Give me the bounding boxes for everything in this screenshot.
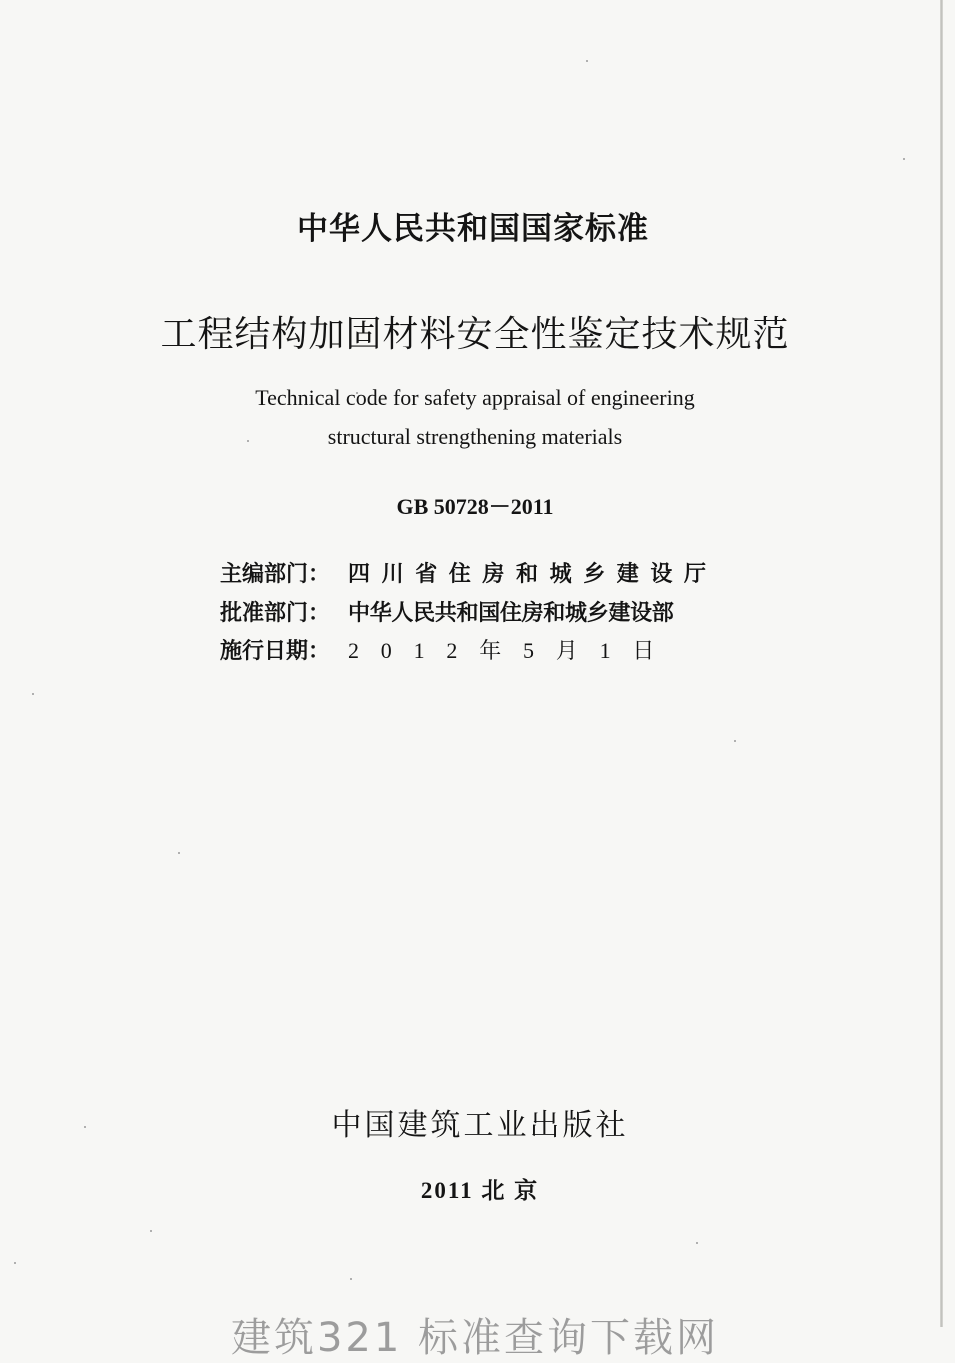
standard-code: GB 50728－2011	[396, 494, 554, 519]
scan-speck	[350, 1278, 352, 1280]
scan-speck	[734, 740, 736, 742]
scan-speck	[32, 693, 34, 695]
effective-date-value: 2012年5月1日	[348, 638, 677, 663]
publication-year-city: 2011 北 京	[420, 1178, 540, 1203]
editor-label: 主编部门：	[220, 562, 331, 587]
scan-speck	[586, 60, 588, 62]
approver-label: 批准部门：	[220, 601, 331, 626]
editor-value: 四川省住房和城乡建设厅	[348, 562, 718, 587]
scan-speck	[150, 1230, 152, 1232]
approver-value: 中华人民共和国住房和城乡建设部	[348, 601, 674, 626]
document-title-english-line-2: structural strengthening materials	[327, 424, 623, 449]
document-title-english-line-1: Technical code for safety appraisal of engineering	[255, 385, 695, 410]
standard-type-heading: 中华人民共和国国家标准	[297, 211, 649, 247]
scan-speck	[903, 158, 905, 160]
watermark-text: 建筑321 标准查询下载网	[230, 1315, 720, 1361]
scan-speck	[696, 1242, 698, 1244]
publisher-name: 中国建筑工业出版社	[331, 1108, 629, 1143]
document-title-chinese: 工程结构加固材料安全性鉴定技术规范	[160, 314, 790, 355]
scan-speck	[14, 1262, 16, 1264]
scan-speck	[178, 852, 180, 854]
effective-date-label: 施行日期：	[220, 639, 331, 664]
